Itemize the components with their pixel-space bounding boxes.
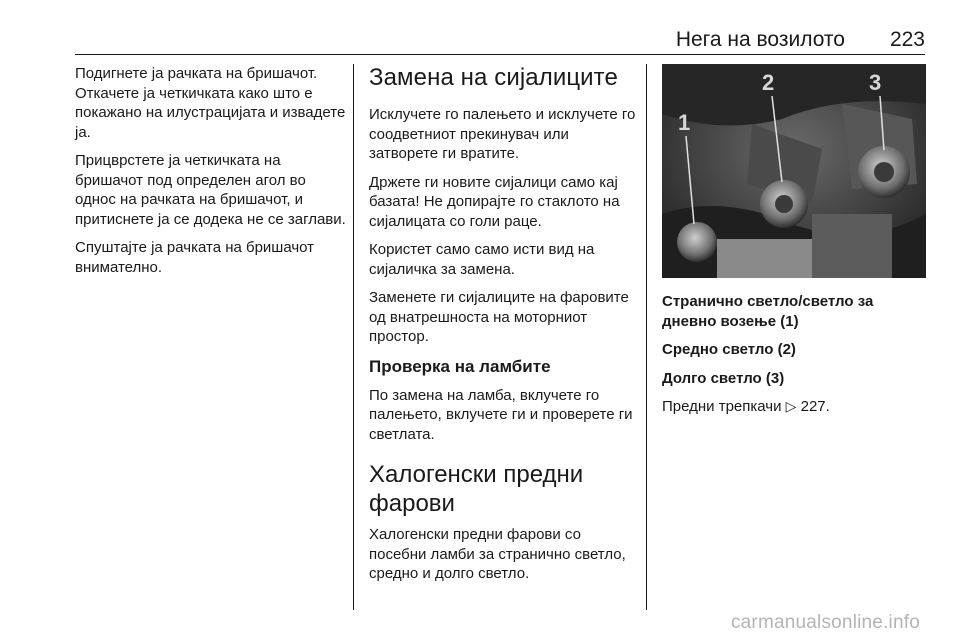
reference-front-indicators[interactable] xyxy=(662,397,926,417)
page-reference-triangle-icon: ▷ xyxy=(785,398,797,414)
bulb-paragraph-handling: Држете ги новите сијалици само кај базата! Не допирајте го стаклото на сијалицата со голи раце. xyxy=(369,173,620,230)
callout-1: 1 xyxy=(678,110,691,135)
halogen-paragraph: Халогенски предни фарови со посебни ламби за странично светло, средно и долго светло. xyxy=(369,526,626,582)
column-divider-right xyxy=(646,64,647,610)
wiper-remove-paragraph: Подигнете ја рачката на бришачот. Откачете ја четкичката како што е покажано на илустрацијата и извадете ја. xyxy=(75,65,346,141)
section-title-bulb-replacement: Замена на сијалиците xyxy=(369,64,618,91)
engine-bay-illustration xyxy=(662,64,926,278)
column-divider-left xyxy=(353,64,354,610)
wiper-lower-paragraph: Спуштајте ја рачката на бришачот внимателно. xyxy=(75,239,315,276)
callout-2: 2 xyxy=(762,70,775,95)
wiper-attach-paragraph: Прицврстете ја четкичката на бришачот под определен агол во однос на рачката на бришачот, и притиснете ја се додека не се заглави. xyxy=(75,152,346,228)
header-title: Нега на возилото xyxy=(675,28,845,51)
lamp-check-paragraph: По замена на ламба, вклучете го палењето, вклучете ги и проверете ги светлата. xyxy=(369,386,633,443)
header-rule xyxy=(75,54,925,55)
bulb-paragraph-engine-bay: Заменете ги сијалиците на фаровите од внатрешноста на моторниот простор. xyxy=(369,289,629,345)
bulb-paragraph-ignition: Исклучете го палењето и исклучете го соодветниот прекинувач или затворете ги вратите. xyxy=(369,106,636,162)
headlight-bulbs-photo xyxy=(662,64,926,278)
subsection-title-lamp-check: Проверка на ламбите xyxy=(369,356,551,376)
watermark: carmanualsonline.info xyxy=(730,612,920,633)
reference-text: Предни трепкачи xyxy=(662,398,782,415)
reference-page: 227. xyxy=(800,398,830,415)
caption-high-beam: Долго светло (3) xyxy=(662,369,785,387)
column-left xyxy=(75,64,347,286)
page-header xyxy=(75,28,925,54)
bulb-paragraph-same-type: Користет само само исти вид на сијаличка за замена. xyxy=(369,241,595,278)
page-number: 223 xyxy=(889,28,925,51)
column-right xyxy=(662,64,926,426)
callout-3: 3 xyxy=(869,70,882,95)
column-middle xyxy=(369,64,637,593)
section-title-halogen-headlights: Халогенски предни фарови xyxy=(369,461,584,517)
caption-side-light: Странично светло/светло за дневно возење (1) xyxy=(662,293,874,330)
caption-low-beam: Средно светло (2) xyxy=(662,341,796,358)
bulb-cap-1 xyxy=(677,222,717,262)
